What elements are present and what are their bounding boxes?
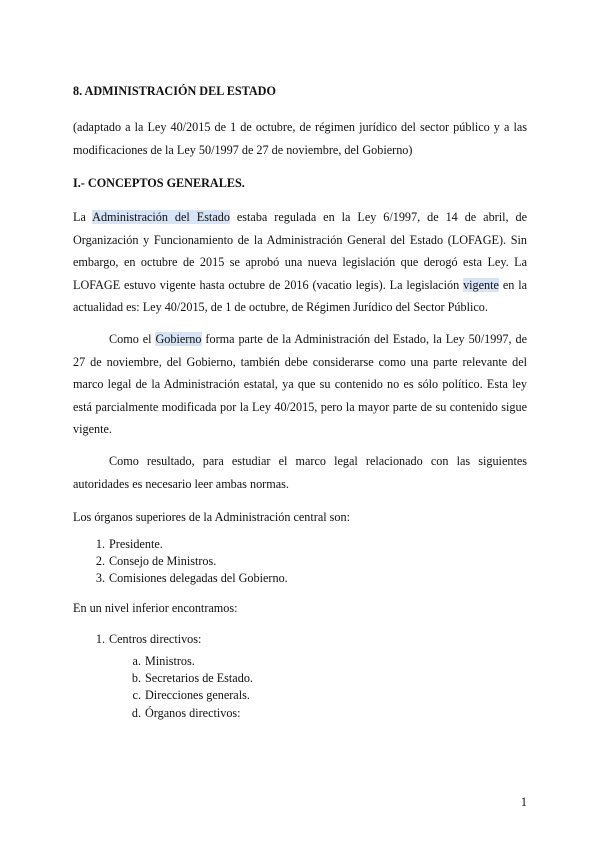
list-marker: b.	[131, 671, 141, 686]
list-item	[132, 687, 253, 704]
list-marker: c.	[132, 688, 141, 703]
list-marker: 1.	[95, 537, 105, 551]
list-marker: 2.	[95, 554, 105, 569]
p2-text-post: forma parte de la Administración del Estado, la Ley 50/1997, de 27 de noviembre, del Gobierno, también debe considerarse como una parte relevante del marco legal de la Administración estatal, ya que su contenido no es sólo político. Esta ley está parcialmente modificada por la Ley 40/2015, pero la mayor parte de su contenido sigue vigente.	[73, 332, 527, 437]
nivel-inferior-list	[95, 631, 202, 648]
highlight-administracion[interactable]: Administración del Estado	[92, 210, 230, 224]
list-item-text: Presidente.	[109, 537, 163, 551]
paragraph-2	[73, 328, 527, 441]
highlight-vigente[interactable]: vigente	[463, 277, 499, 292]
list-marker: a.	[132, 654, 141, 668]
list-item-text: Secretarios de Estado.	[145, 671, 253, 686]
section-title: 8. ADMINISTRACIÓN DEL ESTADO	[73, 84, 276, 98]
paragraph-3: Como resultado, para estudiar el marco legal relacionado con las siguientes autoridades es necesario leer ambas normas.	[73, 454, 527, 491]
highlight-gobierno[interactable]: Gobierno	[155, 332, 202, 346]
subsection-title: I.- CONCEPTOS GENERALES.	[73, 176, 245, 190]
centros-directivos-list	[131, 653, 253, 722]
p1-text-mid: estaba regulada en la Ley 6/1997, de 14 de abril, de Organización y Funcionamiento de la Administración General del Estado (LOFAGE). Sin embargo, en octubre de 2015 se aprobó una nueva legislación que derogó esta Ley. La LOFAGE estuvo vigente hasta octubre de 2016 (vacatio legis). La legislación	[73, 210, 527, 292]
p2-text-pre: Como el	[109, 332, 156, 346]
list-item	[132, 653, 253, 670]
paragraph-1	[73, 206, 527, 319]
list-item	[95, 553, 288, 570]
list-marker: 3.	[95, 571, 105, 586]
organos-intro: Los órganos superiores de la Administración central son:	[73, 510, 350, 524]
list-item-text: Direcciones generals.	[145, 688, 250, 703]
p1-text-post: en la actualidad es: Ley 40/2015, de 1 de octubre, de Régimen Jurídico del Sector Público.	[73, 277, 528, 315]
list-marker: 1.	[95, 632, 105, 646]
list-item-text: Comisiones delegadas del Gobierno.	[109, 571, 288, 586]
page-number: 1	[520, 795, 527, 809]
list-item-text: Centros directivos:	[109, 632, 202, 646]
list-item	[131, 705, 253, 722]
inferior-intro: En un nivel inferior encontramos:	[73, 601, 238, 615]
list-marker: d.	[131, 705, 141, 720]
list-item-text: Ministros.	[145, 654, 195, 668]
list-item	[95, 631, 202, 648]
list-item	[131, 670, 253, 687]
subtitle-paragraph: (adaptado a la Ley 40/2015 de 1 de octubre, de régimen jurídico del sector público y a las modificaciones de la Ley 50/1997 de 27 de noviembre, del Gobierno)	[73, 120, 527, 157]
list-item	[95, 570, 288, 587]
list-item-text: Órganos directivos:	[145, 705, 241, 720]
list-item	[95, 536, 288, 553]
organos-superiores-list	[95, 536, 288, 588]
p1-text-pre: La	[73, 210, 93, 224]
list-item-text: Consejo de Ministros.	[109, 554, 217, 569]
